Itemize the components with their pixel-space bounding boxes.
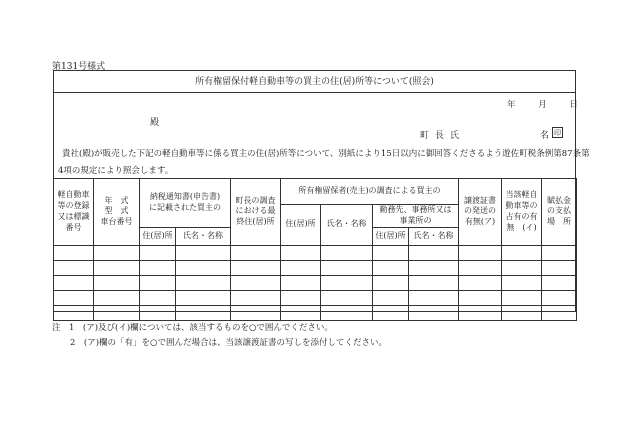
table-row (54, 275, 577, 290)
body-text-line-2: 4項の規定により照会します。 (58, 166, 174, 176)
header-model: 年 式 型 式 車台番号 (94, 179, 140, 246)
table-row (54, 260, 577, 275)
table-row (54, 245, 577, 260)
name-label: 名 (540, 131, 550, 141)
note-1: 注 1 (ア)及び(イ)欄については、該当するものを○で囲んでください。 (52, 323, 333, 333)
header-workplace: 勤務先、事務所又は 事業所の (373, 205, 459, 228)
body-text-line-1: 貴社(殿)が販売した下記の軽自動車等に係る買主の住(居)所等について、別紙により15日以内に御回答くださるよう遊佐町税条例第87条第 (62, 149, 590, 159)
mayor-label: 町長氏 (420, 131, 466, 141)
header-tax-notice: 納税通知書(申告書) に記載された買主の (140, 179, 231, 228)
header-workplace-address: 住(居)所 (373, 227, 409, 245)
addressee-suffix: 殿 (150, 118, 160, 128)
header-vehicle-number: 軽自動車 等の登録 又は標識 番号 (54, 179, 94, 246)
table-row (54, 305, 577, 320)
header-tax-name: 氏名・名称 (176, 227, 231, 245)
header-owner-survey: 所有権留保者(売主)の調査による買主の (281, 179, 459, 205)
table-row (54, 290, 577, 305)
header-possession: 当該軽自 動車等の 占有の有 無 (イ) (502, 179, 542, 246)
header-payment-place: 賦払金 の支払 場 所 (542, 179, 577, 246)
header-mayor-survey: 町長の調査 における最 終住(居)所 (231, 179, 281, 246)
header-workplace-name: 氏名・名称 (409, 227, 459, 245)
seal-icon: 印 (554, 129, 561, 137)
header-owner-name: 氏名・名称 (321, 205, 373, 246)
header-tax-address: 住(居)所 (140, 227, 176, 245)
header-transfer-certificate: 譲渡証書 の発送の 有無(ア) (459, 179, 502, 246)
date-line: 年 月 日 (507, 100, 578, 110)
form-title: 所有権留保付軽自動車等の買主の住(居)所等について(照会) (54, 71, 575, 93)
form-number: 第131号様式 (52, 62, 106, 72)
note-2: 2 (ア)欄の「有」を○で囲んだ場合は、当該譲渡証書の写しを添付してください。 (70, 338, 387, 348)
header-owner-address: 住(居)所 (281, 205, 321, 246)
inquiry-table (53, 178, 577, 321)
